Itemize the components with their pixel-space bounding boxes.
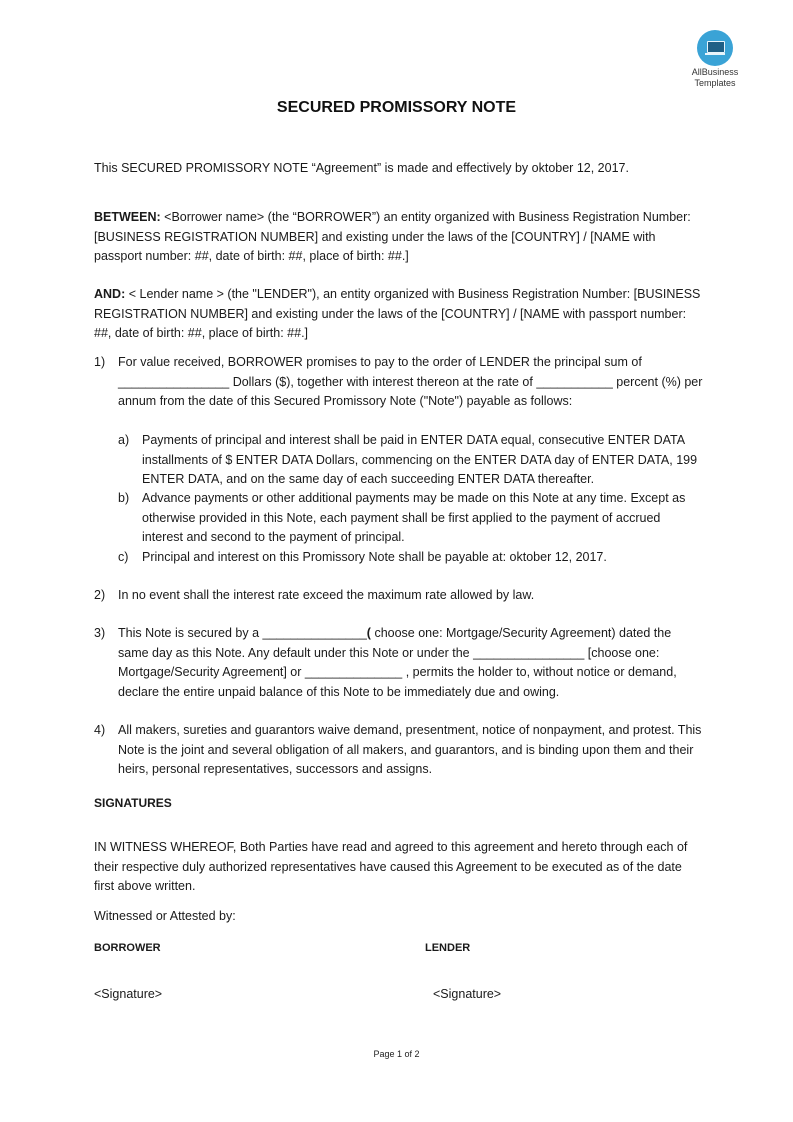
item-number-2: 2) bbox=[94, 588, 106, 602]
subitem-text-c: Principal and interest on this Promissory Note shall be payable at: oktober 12, 2017. bbox=[142, 550, 607, 564]
document-title: SECURED PROMISSORY NOTE bbox=[276, 99, 517, 116]
intro-paragraph: This SECURED PROMISSORY NOTE “Agreement” is made and effectively by oktober 12, 2017. bbox=[94, 161, 629, 175]
item-text-3-part-b: choose one: Mortgage/Security Agreement) dated the same day as this Note. Any default under this Note or under the ________________ [choose one: Mortgage/Security Agreement] or ______________ , permits the holder to, without notice or demand, declare the entire unpaid balance of this Note to be immediately due and owing. bbox=[118, 626, 677, 699]
borrower-label: BORROWER bbox=[94, 942, 161, 954]
laptop-icon bbox=[697, 30, 733, 66]
item-number-4: 4) bbox=[94, 723, 106, 737]
between-text: <Borrower name> (the “BORROWER”) an entity organized with Business Registration Number: [BUSINESS REGISTRATION NUMBER] and existing under the laws of the [COUNTRY] / [NAME with passport number: ##, date of birth: ##, place of birth: ##.] bbox=[94, 210, 691, 263]
item-number-3: 3) bbox=[94, 626, 106, 640]
attested-by-text: Witnessed or Attested by: bbox=[94, 909, 236, 923]
subitem-number-b: b) bbox=[118, 491, 130, 505]
subitem-text-a: Payments of principal and interest shall be paid in ENTER DATA equal, consecutive ENTER DATA installments of $ ENTER DATA Dollars, commencing on the ENTER DATA day of ENTER DATA, 199 ENTER DATA, and on the same day of each succeeding ENTER DATA thereafter. bbox=[142, 433, 698, 486]
lender-label: LENDER bbox=[425, 942, 471, 954]
logo-text-line1: AllBusiness bbox=[691, 67, 739, 77]
item-number-1: 1) bbox=[94, 355, 106, 369]
subitem-number-c: c) bbox=[118, 550, 129, 564]
between-label: BETWEEN: bbox=[94, 210, 161, 224]
item-text-4: All makers, sureties and guarantors waive demand, presentment, notice of nonpayment, and protest. This Note is the joint and several obligation of all makers, and guarantors, and is binding upon them and their heirs, personal representatives, successors and assigns. bbox=[118, 723, 702, 776]
borrower-signature: <Signature> bbox=[94, 987, 163, 1001]
and-paragraph bbox=[94, 285, 704, 344]
subitem-number-a: a) bbox=[118, 433, 130, 447]
item-text-3-part-a: This Note is secured by a _______________ bbox=[118, 626, 367, 640]
logo-text-line2: Templates bbox=[694, 78, 736, 88]
and-text: < Lender name > (the "LENDER"), an entity organized with Business Registration Number: [BUSINESS REGISTRATION NUMBER] and existing under the laws of the [COUNTRY] / [NAME with passport number: ##, date of birth: ##, place of birth: ##.] bbox=[94, 287, 701, 340]
page-number: Page 1 of 2 bbox=[373, 1049, 420, 1059]
and-label: AND: bbox=[94, 287, 126, 301]
subitem-text-b: Advance payments or other additional payments may be made on this Note at any time. Except as otherwise provided in this Note, each payment shall be first applied to the payment of accrued interest and second to the payment of principal. bbox=[142, 491, 686, 544]
item-text-3-bold-paren: ( bbox=[366, 626, 371, 640]
lender-signature: <Signature> bbox=[433, 987, 502, 1001]
signatures-heading: SIGNATURES bbox=[94, 796, 172, 810]
item-text-2: In no event shall the interest rate exceed the maximum rate allowed by law. bbox=[118, 588, 535, 602]
item-text-3 bbox=[118, 624, 703, 702]
allbusiness-templates-logo bbox=[682, 30, 748, 88]
item-text-1: For value received, BORROWER promises to pay to the order of LENDER the principal sum of ________________ Dollars ($), together with interest thereon at the rate of ___________ percent (%) per annum from the date of this Secured Promissory Note ("Note") payable as follows: bbox=[118, 355, 703, 408]
between-paragraph bbox=[94, 208, 704, 267]
witness-paragraph: IN WITNESS WHEREOF, Both Parties have read and agreed to this agreement and hereto through each of their respective duly authorized representatives have caused this Agreement to be executed as of the date first above written. bbox=[94, 840, 688, 893]
